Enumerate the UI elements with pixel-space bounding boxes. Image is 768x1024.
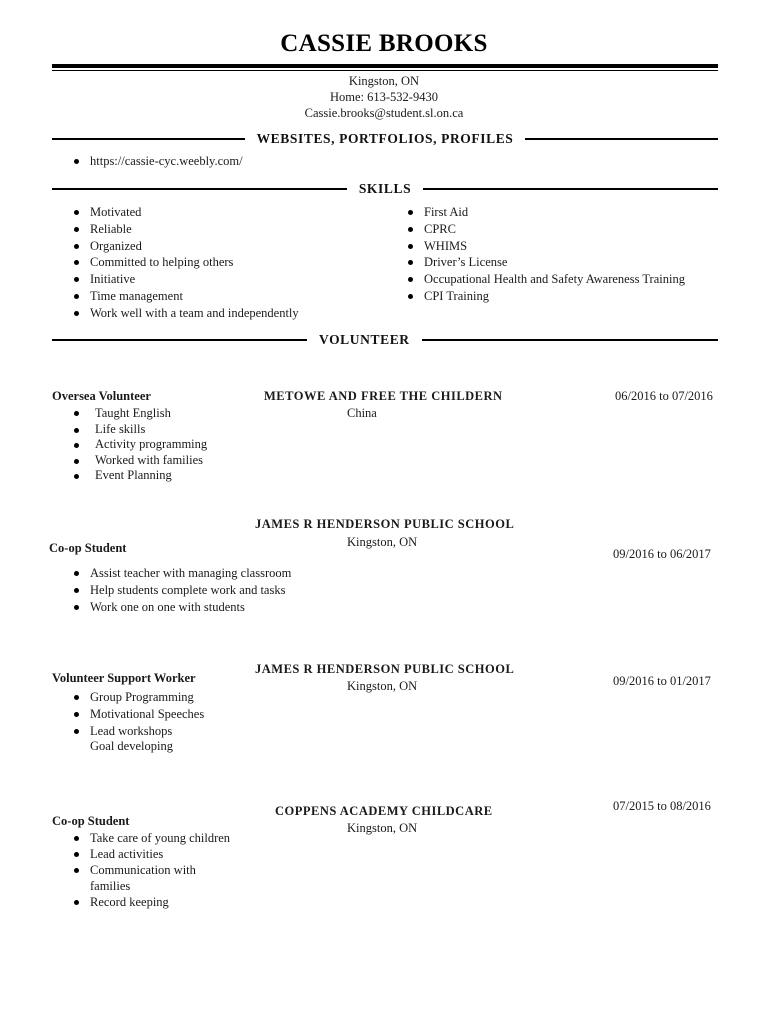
entry-bullet: Worked with families — [74, 453, 207, 469]
entry-bullet: Activity programming — [74, 437, 207, 453]
entry-dates: 07/2015 to 08/2016 — [613, 799, 711, 813]
entry-bullet: Event Planning — [74, 468, 207, 484]
candidate-name: CASSIE BROOKS — [280, 30, 488, 57]
entry-location: Kingston, ON — [347, 821, 418, 835]
entry-bullets — [74, 689, 204, 739]
skill-item: CPI Training — [408, 288, 685, 305]
website-link[interactable]: https://cassie-cyc.weebly.com/ — [74, 153, 243, 170]
entry-org: COPPENS ACADEMY CHILDCARE — [275, 804, 493, 818]
skill-item: First Aid — [408, 204, 685, 221]
entry-org: JAMES R HENDERSON PUBLIC SCHOOL — [255, 517, 515, 531]
skill-item: Reliable — [74, 221, 299, 238]
entry-bullet-continuation: families — [90, 879, 131, 893]
entry-location: China — [347, 406, 377, 420]
entry-role: Oversea Volunteer — [52, 389, 151, 403]
skill-item: CPRC — [408, 221, 685, 238]
entry-org: JAMES R HENDERSON PUBLIC SCHOOL — [255, 662, 515, 676]
skill-item: Initiative — [74, 271, 299, 288]
skill-item: Time management — [74, 288, 299, 305]
entry-bullet: Taught English — [74, 405, 207, 422]
websites-section-header — [52, 130, 718, 148]
contact-city: Kingston, ON — [348, 74, 420, 88]
contact-phone: Home: 613-532-9430 — [330, 90, 438, 104]
skills-section-header — [52, 180, 718, 198]
entry-bullet: Lead activities — [74, 846, 244, 862]
entry-role: Co-op Student — [52, 814, 130, 828]
entry-location: Kingston, ON — [347, 535, 418, 549]
volunteer-section-header — [52, 331, 718, 349]
entry-bullets — [74, 565, 291, 615]
skills-title: SKILLS — [358, 181, 412, 196]
volunteer-title: VOLUNTEER — [319, 332, 410, 347]
contact-email: Cassie.brooks@student.sl.on.ca — [304, 106, 464, 120]
websites-title: WEBSITES, PORTFOLIOS, PROFILES — [256, 131, 514, 146]
entry-bullet: Work one on one with students — [74, 599, 291, 616]
entry-bullet: Record keeping — [74, 894, 244, 910]
entry-location: Kingston, ON — [347, 679, 418, 693]
header-rule-thick — [52, 64, 718, 68]
skill-item: Organized — [74, 238, 299, 255]
entry-bullet: Communication with — [74, 862, 244, 878]
websites-list — [74, 153, 243, 170]
entry-bullet: Help students complete work and tasks — [74, 582, 291, 599]
skill-item: Committed to helping others — [74, 254, 299, 271]
entry-bullets — [74, 405, 207, 484]
contact-block — [0, 73, 768, 121]
skill-item: Occupational Health and Safety Awareness Training — [408, 271, 685, 288]
skill-item: Work well with a team and independently — [74, 305, 299, 322]
skill-item: Motivated — [74, 204, 299, 221]
entry-dates: 09/2016 to 01/2017 — [613, 674, 711, 688]
entry-bullet: Life skills — [74, 422, 207, 438]
skills-list-left — [74, 204, 299, 322]
entry-bullet: Group Programming — [74, 689, 204, 706]
entry-bullet: Take care of young children — [74, 830, 244, 846]
skill-item: Driver’s License — [408, 254, 685, 271]
skills-list-right — [408, 204, 685, 305]
header-rule-thin — [52, 70, 718, 71]
entry-bullet: Assist teacher with managing classroom — [74, 565, 291, 582]
skill-item: WHIMS — [408, 238, 685, 255]
entry-bullet: Lead workshops — [74, 723, 204, 740]
entry-bullet: Motivational Speeches — [74, 706, 204, 723]
entry-role: Co-op Student — [49, 541, 127, 555]
entry-org: METOWE AND FREE THE CHILDERN — [264, 389, 503, 403]
entry-extra-line: Goal developing — [90, 739, 173, 753]
entry-role: Volunteer Support Worker — [52, 671, 196, 685]
entry-bullets — [74, 830, 244, 910]
entry-dates: 09/2016 to 06/2017 — [613, 547, 711, 561]
entry-dates: 06/2016 to 07/2016 — [615, 389, 713, 403]
